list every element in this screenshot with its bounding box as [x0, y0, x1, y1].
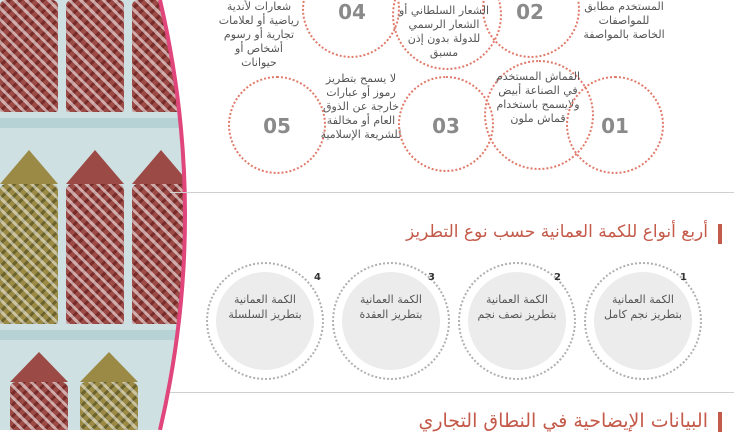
- heading-accent-bar: [718, 412, 722, 432]
- rule-number-05: 05: [263, 114, 291, 138]
- type-label-2: الكمة العمانية بتطريز نصف نجم: [477, 293, 557, 321]
- cap-tip: [80, 352, 138, 382]
- type-number-1: 1: [680, 272, 687, 283]
- cap-image: [132, 184, 190, 324]
- heading-accent-bar: [718, 224, 722, 244]
- types-section-heading: [406, 222, 708, 242]
- kuma-caps-photo: [0, 0, 195, 430]
- bottom-title: البيانات الإيضاحية في النطاق التجاري: [418, 410, 708, 432]
- rule-text-01: القماش المستخدم في الصناعة أبيض ولايسمح باستخدام قماش ملون: [495, 70, 581, 125]
- rule-number-04: 04: [338, 0, 366, 24]
- cap-image: [132, 0, 190, 112]
- type-label-3: الكمة العمانية بتطريز العقدة: [359, 293, 423, 321]
- rule-number-03: 03: [432, 114, 460, 138]
- type-label-4: الكمة العمانية بتطريز السلسلة: [228, 293, 302, 321]
- cap-image: [66, 184, 124, 324]
- shelf: [0, 330, 195, 340]
- shelf: [0, 118, 195, 128]
- types-title: أربع أنواع للكمة العمانية حسب نوع التطريز: [406, 222, 708, 242]
- cap-tip: [10, 352, 68, 382]
- rule-number-02: 02: [516, 0, 544, 24]
- cap-tip: [132, 150, 190, 184]
- bottom-section-heading: [418, 410, 708, 432]
- type-number-3: 3: [428, 272, 435, 283]
- cap-tip: [0, 150, 58, 184]
- cap-image: [10, 382, 68, 430]
- cap-tip: [66, 150, 124, 184]
- cap-image: [66, 0, 124, 112]
- cap-image: [80, 382, 138, 430]
- cap-image: [0, 184, 58, 324]
- rule-text-05: لا يسمح بتطريز رموز أو عبارات خارجة عن الذوق العام أو مخالفة للشريعة الإسلامية: [320, 72, 402, 141]
- type-number-2: 2: [554, 272, 561, 283]
- rule-text-04: شعارات لأندية رياضية أو لعلامات تجارية أو رسوم أشخاص أو حيوانات: [218, 0, 300, 69]
- type-card-4: [206, 262, 324, 380]
- rule-text-02: المستخدم مطابق للمواصفات الخاصة بالمواصفة: [583, 0, 665, 41]
- section-divider: [170, 392, 734, 393]
- rule-text-03: الشعار السلطاني أو الشعار الرسمي للدولة بدون إذن مسبق: [398, 4, 490, 59]
- rule-number-01: 01: [601, 114, 629, 138]
- type-label-1: الكمة العمانية بتطريز نجم كامل: [604, 293, 682, 321]
- cap-image: [0, 0, 58, 112]
- section-divider: [170, 192, 734, 193]
- type-number-4: 4: [314, 272, 321, 283]
